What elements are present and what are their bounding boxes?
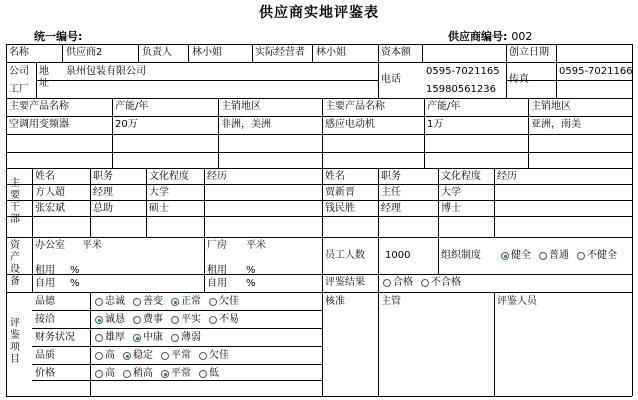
- grid-line: [6, 62, 632, 63]
- grid-line: [312, 44, 313, 62]
- radio-option-label: 普通: [549, 250, 569, 261]
- products-cell: 空调用变频器: [9, 119, 69, 130]
- grid-line: [6, 134, 632, 135]
- org-options: [501, 250, 625, 262]
- radio-option-label: 诚恳: [105, 314, 125, 325]
- radio-option-label: 不易: [219, 314, 239, 325]
- grid-line: [322, 168, 323, 237]
- grid-line: [438, 168, 439, 237]
- factory-label: 工厂: [9, 84, 29, 95]
- radio-option-label: 费事: [143, 314, 163, 325]
- grid-line: [6, 396, 632, 397]
- phone-primary: 0595-7021165: [426, 66, 500, 77]
- form-title: 供应商实地评鉴表: [259, 5, 379, 21]
- name-value: 供应商2: [66, 47, 103, 58]
- radio-option-label: 稳定: [133, 350, 153, 361]
- cadre-cell: 大学: [441, 187, 461, 198]
- grid-line: [90, 168, 91, 237]
- grid-line: [556, 44, 557, 62]
- cadre-header: 经历: [207, 171, 227, 182]
- products-header: 主要产品名称: [9, 101, 69, 112]
- grid-line: [32, 168, 33, 292]
- grid-line: [6, 274, 632, 275]
- fax-label: 传真: [509, 74, 529, 85]
- grid-line: [494, 168, 495, 237]
- radio-option[interactable]: [95, 334, 103, 342]
- cadre-cell: 大学: [149, 187, 169, 198]
- radio-option-label: 高: [105, 350, 115, 361]
- radio-option[interactable]: [209, 316, 217, 324]
- cadre-header: 姓名: [325, 171, 345, 182]
- operator-value: 林小姐: [316, 47, 346, 58]
- grid-line: [6, 184, 632, 185]
- cadre-cell: 钱民胜: [325, 203, 355, 214]
- cadre-section-label: 主要干部: [10, 178, 20, 225]
- evaluation-item-label: 品德: [35, 296, 55, 307]
- evaluation-section-label: 评鉴项目: [10, 318, 20, 365]
- evaluation-item-options: [95, 368, 227, 380]
- grid-line: [204, 168, 205, 237]
- name-label: 名称: [9, 47, 29, 58]
- office-own-label: 自用: [35, 278, 55, 289]
- radio-option-label: 欠佳: [219, 296, 239, 307]
- radio-option-label: 不健全: [587, 250, 617, 261]
- grid-line: [62, 44, 63, 62]
- grid-line: [6, 116, 632, 117]
- grid-line: [6, 216, 632, 217]
- radio-option-label: 欠佳: [209, 350, 229, 361]
- cadre-cell: 贾新晋: [325, 187, 355, 198]
- evaluation-item-options: [95, 350, 237, 362]
- staff-value: 1000: [385, 250, 411, 261]
- grid-line: [378, 44, 379, 62]
- grid-line: [378, 168, 379, 237]
- assets-section-label: 资产设备: [10, 240, 20, 287]
- cadre-header: 文化程度: [149, 171, 189, 182]
- factory-rent-label: 租用: [207, 265, 227, 276]
- grid-line: [6, 44, 7, 396]
- radio-option-label: 平实: [181, 314, 201, 325]
- office-rent-percent: %: [70, 265, 80, 276]
- radio-option-label: 平常: [171, 350, 191, 361]
- products-cell: 感应电动机: [325, 119, 375, 130]
- grid-line: [218, 98, 219, 168]
- grid-line: [6, 98, 632, 99]
- grid-line: [90, 292, 91, 396]
- supplier-number: [448, 28, 532, 44]
- grid-line: [528, 98, 529, 168]
- grid-line: [6, 237, 632, 238]
- products-header: 主要产品名称: [325, 101, 385, 112]
- manager-label: 主管: [381, 296, 401, 307]
- capital-label: 资本额: [381, 47, 411, 58]
- grid-line: [6, 44, 632, 45]
- approve-label: 核准: [325, 296, 345, 307]
- products-header: 主销地区: [221, 101, 261, 112]
- evaluation-item-options: [95, 332, 209, 344]
- radio-option-label: 中康: [143, 332, 163, 343]
- grid-line: [252, 44, 253, 62]
- grid-line: [322, 237, 323, 396]
- cadre-header: 经历: [497, 171, 517, 182]
- radio-option[interactable]: [161, 370, 169, 378]
- radio-option[interactable]: [421, 279, 429, 287]
- cadre-cell: 主任: [381, 187, 401, 198]
- radio-option-label: 健全: [511, 250, 531, 261]
- grid-line: [494, 292, 495, 396]
- result-options: [383, 277, 469, 289]
- evaluation-item-label: 财务状况: [35, 332, 75, 343]
- grid-line: [112, 98, 113, 168]
- grid-line: [438, 237, 439, 274]
- org-label: 组织制度: [441, 250, 481, 261]
- radio-option[interactable]: [95, 316, 103, 324]
- products-cell: 非洲，美洲: [221, 119, 271, 130]
- grid-line: [32, 310, 322, 311]
- cadre-cell: 张宏斌: [35, 203, 65, 214]
- grid-line: [378, 292, 379, 396]
- operator-label: 实际经营者: [255, 47, 305, 58]
- radio-option[interactable]: [577, 252, 585, 260]
- radio-option[interactable]: [383, 279, 391, 287]
- radio-option-label: 雄厚: [105, 332, 125, 343]
- fax-value: 0595-7021166: [559, 66, 633, 77]
- phone-label: 电话: [381, 74, 401, 85]
- grid-line: [36, 62, 37, 98]
- grid-line: [506, 44, 507, 62]
- office-label: 办公室: [35, 240, 65, 251]
- grid-line: [378, 62, 379, 98]
- office-rent-label: 租用: [35, 265, 55, 276]
- grid-line: [32, 328, 322, 329]
- radio-option[interactable]: [501, 252, 509, 260]
- radio-option[interactable]: [171, 298, 179, 306]
- grid-line: [36, 80, 378, 81]
- grid-line: [424, 98, 425, 168]
- grid-line: [378, 237, 379, 274]
- grid-line: [188, 44, 189, 62]
- grid-line: [322, 98, 323, 168]
- radio-option[interactable]: [171, 316, 179, 324]
- cadre-header: 文化程度: [441, 171, 481, 182]
- grid-line: [6, 168, 632, 169]
- staff-label: 员工人数: [325, 250, 365, 261]
- cadre-header: 职务: [381, 171, 401, 182]
- grid-line: [506, 62, 507, 98]
- grid-line: [146, 168, 147, 237]
- company-label: 公司: [9, 66, 29, 77]
- evaluation-item-label: 品质: [35, 350, 55, 361]
- owner-label: 负责人: [142, 47, 172, 58]
- cadre-cell: 硕士: [149, 203, 169, 214]
- factory-area-label: 厂房: [207, 240, 227, 251]
- cadre-cell: 总助: [93, 203, 113, 214]
- products-header: 产能/年: [427, 101, 461, 112]
- grid-line: [204, 237, 205, 292]
- grid-line: [32, 364, 322, 365]
- owner-value: 林小姐: [192, 47, 222, 58]
- cadre-cell: 博士: [441, 203, 461, 214]
- factory-rent-percent: %: [246, 265, 256, 276]
- radio-option[interactable]: [95, 370, 103, 378]
- unified-number: [34, 28, 82, 44]
- products-cell: 20万: [115, 119, 138, 130]
- products-header: 主销地区: [531, 101, 571, 112]
- products-header: 产能/年: [115, 101, 149, 112]
- radio-option-label: 善变: [143, 296, 163, 307]
- radio-option[interactable]: [539, 252, 547, 260]
- cadre-cell: 经理: [381, 203, 401, 214]
- radio-option[interactable]: [161, 352, 169, 360]
- radio-option-label: 稍高: [133, 368, 153, 379]
- evaluation-item-label: 接洽: [35, 314, 55, 325]
- radio-option[interactable]: [95, 298, 103, 306]
- evaluation-item-options: [95, 314, 247, 326]
- radio-option[interactable]: [209, 298, 217, 306]
- radio-option[interactable]: [133, 334, 141, 342]
- products-cell: 亚洲，南美: [531, 119, 581, 130]
- grid-line: [6, 200, 632, 201]
- radio-option[interactable]: [199, 352, 207, 360]
- radio-option-label: 不合格: [431, 277, 461, 288]
- radio-option-label: 平常: [171, 368, 191, 379]
- radio-option[interactable]: [133, 298, 141, 306]
- founded-label: 创立日期: [509, 47, 549, 58]
- grid-line: [556, 62, 557, 98]
- radio-option-label: 忠诚: [105, 296, 125, 307]
- grid-line: [32, 346, 322, 347]
- cadre-cell: 方人超: [35, 187, 65, 198]
- radio-option-label: 薄弱: [181, 332, 201, 343]
- address-value: 泉州包装有限公司: [66, 66, 146, 77]
- radio-option[interactable]: [95, 352, 103, 360]
- factory-own-label: 自用: [207, 278, 227, 289]
- factory-unit: 平米: [246, 240, 266, 251]
- grid-line: [422, 44, 423, 62]
- result-label: 评鉴结果: [325, 277, 365, 288]
- address-label: 地址: [39, 66, 49, 89]
- radio-option-label: 正常: [181, 296, 201, 307]
- products-cell: 1万: [427, 119, 444, 130]
- grid-line: [6, 292, 632, 293]
- cadre-header: 姓名: [35, 171, 55, 182]
- radio-option[interactable]: [123, 352, 131, 360]
- factory-own-percent: %: [246, 278, 256, 289]
- cadre-header: 职务: [93, 171, 113, 182]
- grid-line: [32, 380, 322, 381]
- cadre-cell: 经理: [93, 187, 113, 198]
- radio-option[interactable]: [171, 334, 179, 342]
- evaluator-label: 评鉴人员: [497, 296, 537, 307]
- grid-line: [6, 152, 632, 153]
- grid-line: [632, 44, 633, 396]
- radio-option[interactable]: [133, 316, 141, 324]
- radio-option-label: 高: [105, 368, 115, 379]
- supplier-number-label: 供应商编号:: [448, 30, 508, 43]
- office-own-percent: %: [70, 278, 80, 289]
- phone-secondary: 15980561236: [426, 84, 496, 95]
- radio-option[interactable]: [123, 370, 131, 378]
- office-unit: 平米: [82, 240, 102, 251]
- grid-line: [378, 274, 379, 292]
- radio-option-label: 合格: [393, 277, 413, 288]
- unified-number-label: 统一编号:: [34, 30, 83, 43]
- radio-option-label: 低: [209, 368, 219, 379]
- evaluation-item-options: [95, 296, 247, 308]
- radio-option[interactable]: [199, 370, 207, 378]
- grid-line: [138, 44, 139, 62]
- evaluation-item-label: 价格: [35, 368, 55, 379]
- supplier-number-value: 002: [511, 30, 533, 43]
